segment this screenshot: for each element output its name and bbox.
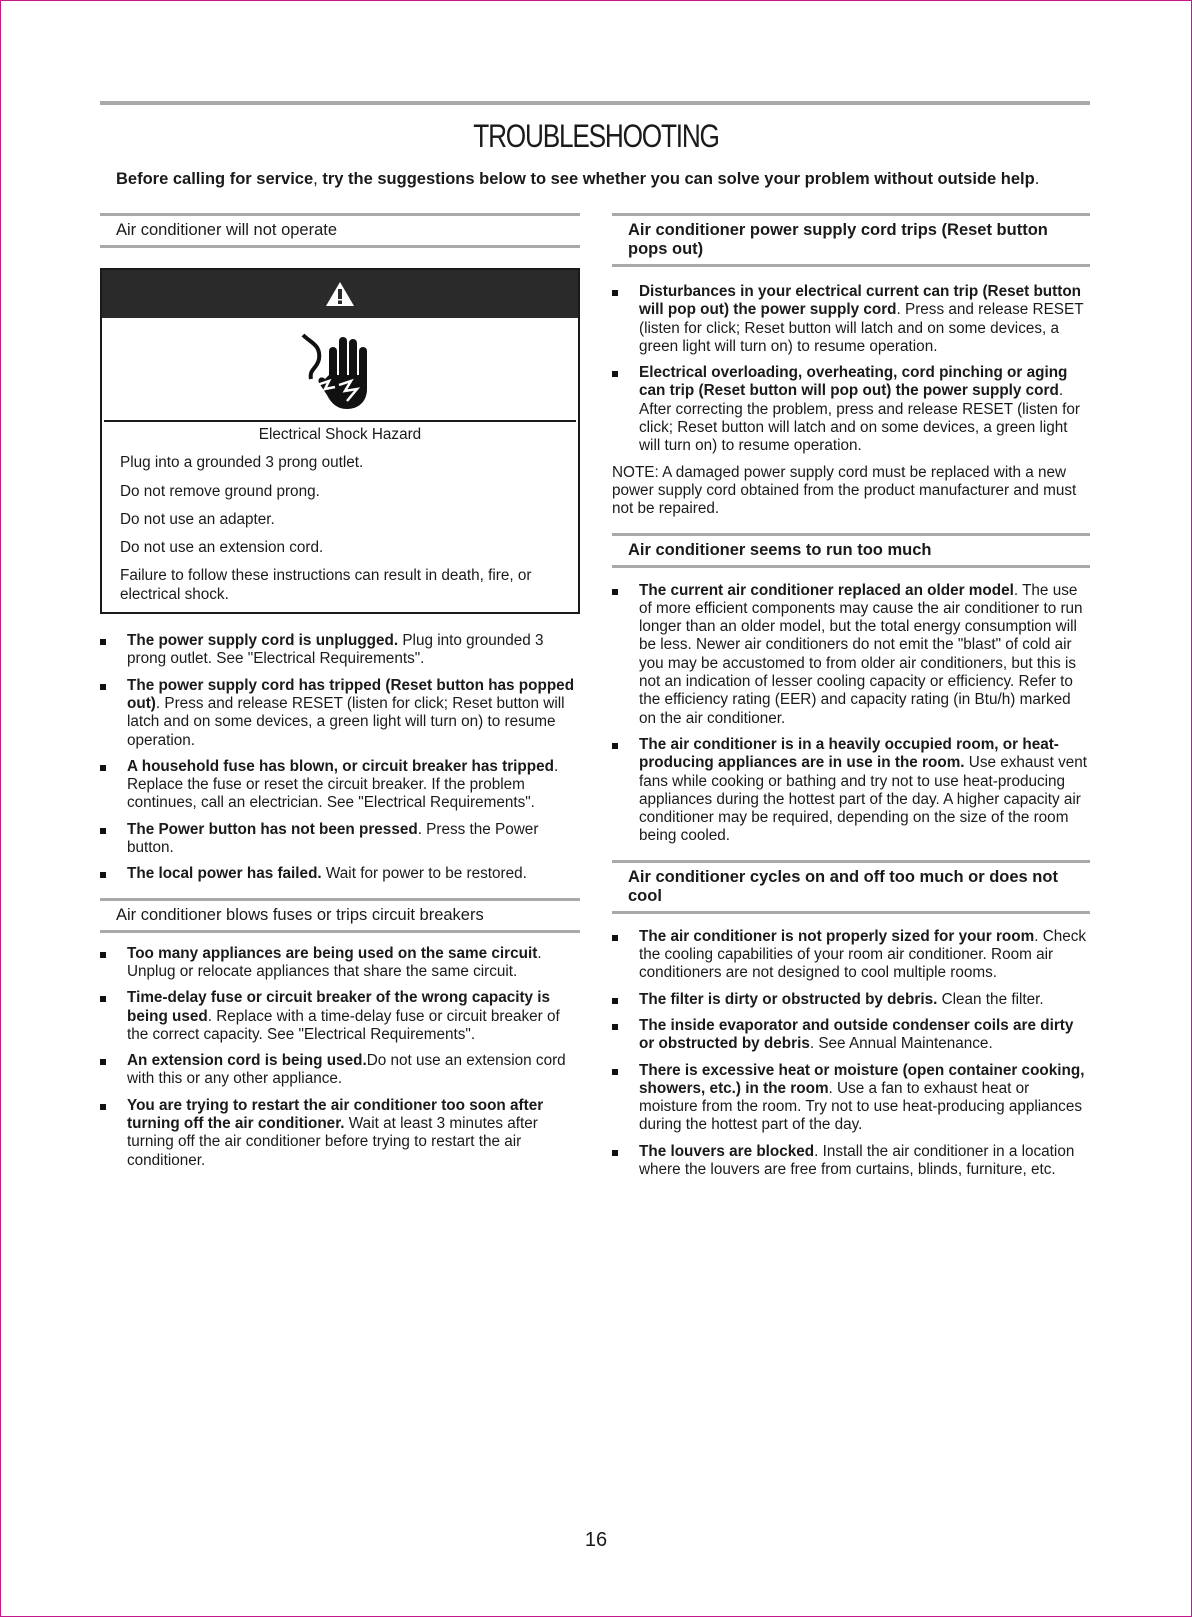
warning-image-area [104,318,576,422]
section-heading: Air conditioner power supply cord trips (Reset button pops out) [612,213,1090,267]
warning-line: Failure to follow these instructions can result in death, fire, or electrical shock. [120,567,532,603]
list-item: The local power has failed. Wait for power to be restored. [100,865,580,883]
intro-text: Before calling for service, try the suggestions below to see whether you can solve your problem without outside help. [116,170,1040,188]
top-rule [100,101,1090,105]
warning-box [100,268,580,614]
right-column [612,213,1090,1187]
list-item: The inside evaporator and outside condenser coils are dirty or obstructed by debris. See Annual Maintenance. [612,1017,1090,1054]
list-item: Electrical overloading, overheating, cord pinching or aging can trip (Reset button will pop out) the power supply cord. After correcting the problem, press and release RESET (listen for click; Reset button will latch and on some devices, a green light will turn on) to resume operation. [612,364,1090,455]
list-item: The power supply cord is unplugged. Plug into grounded 3 prong outlet. See "Electrical Requirements". [100,632,580,669]
list-item: Time-delay fuse or circuit breaker of the wrong capacity is being used. Replace with a time-delay fuse or circuit breaker of the correct capacity. See "Electrical Requirements". [100,989,580,1044]
list-item: The current air conditioner replaced an older model. The use of more efficient components may cause the air conditioner to run longer than an older model, but the total energy consumption will be less. Newer air conditioners do not emit the "blast" of cold air you may be accustomed to from older air conditioners, but this is not an indication of lesser cooling capacity or efficiency. Refer to the efficiency rating (EER) and capacity rating (in Btu/h) marked on the air conditioner. [612,582,1090,728]
item-list [612,582,1090,846]
item-list [612,928,1090,1180]
list-item: The power supply cord has tripped (Reset button has popped out). Press and release RESET (listen for click; Reset button will latch and on some devices, a green light will turn on) to resume operation. [100,677,580,750]
warning-line: Do not use an adapter. [120,510,275,528]
hazard-label: Electrical Shock Hazard [258,426,422,443]
warning-line: Do not use an extension cord. [120,539,324,557]
list-item: The louvers are blocked. Install the air conditioner in a location where the louvers are free from curtains, blinds, furniture, etc. [612,1143,1090,1180]
list-item: The Power button has not been pressed. Press the Power button. [100,821,580,858]
warning-triangle-icon [324,280,356,308]
item-list [100,632,580,884]
list-item: A household fuse has blown, or circuit breaker has tripped. Replace the fuse or reset the circuit breaker. If the problem continues, call an electrician. See "Electrical Requirements". [100,758,580,813]
warning-body [102,422,578,612]
left-column [100,213,580,1178]
page-title: TROUBLESHOOTING [473,118,719,154]
list-item: The air conditioner is in a heavily occupied room, or heat-producing appliances are in use in the room. Use exhaust vent fans while cooking or bathing and try not to use heat-producing appliances during the hottest part of the day. A higher capacity air conditioner may be required, depending on the size of the room being cooled. [612,736,1090,846]
electrical-shock-hand-icon [295,323,385,415]
section-heading: Air conditioner seems to run too much [612,533,1090,568]
list-item: Disturbances in your electrical current can trip (Reset button will pop out) the power supply cord. Press and release RESET (listen for click; Reset button will latch and on some devices, a green light will turn on) to resume operation. [612,283,1090,356]
list-item: The filter is dirty or obstructed by debris. Clean the filter. [612,991,1090,1009]
page-number: 16 [584,1529,608,1551]
list-item: You are trying to restart the air conditioner too soon after turning off the air conditioner. Wait at least 3 minutes after turning off the air conditioner before trying to restart the air conditioner. [100,1097,580,1170]
list-item: The air conditioner is not properly sized for your room. Check the cooling capabilities of your room air conditioner. Room air conditioners are not designed to cool multiple rooms. [612,928,1090,983]
section-heading: Air conditioner will not operate [100,213,580,248]
list-item: An extension cord is being used.Do not use an extension cord with this or any other appliance. [100,1052,580,1089]
warning-line: Plug into a grounded 3 prong outlet. [120,454,364,472]
note-text: NOTE: A damaged power supply cord must be replaced with a new power supply cord obtained from the product manufacturer and must not be repaired. [612,463,1077,518]
list-item: There is excessive heat or moisture (open container cooking, showers, etc.) in the room. Use a fan to exhaust heat or moisture from the room. Try not to use heat-producing appliances during the hottest part of the day. [612,1062,1090,1135]
section-heading: Air conditioner blows fuses or trips circuit breakers [100,898,580,933]
warning-header [102,270,578,318]
item-list [100,945,580,1170]
warning-line: Do not remove ground prong. [120,482,320,500]
section-heading: Air conditioner cycles on and off too much or does not cool [612,860,1090,914]
list-item: Too many appliances are being used on the same circuit. Unplug or relocate appliances that share the same circuit. [100,945,580,982]
item-list [612,283,1090,456]
